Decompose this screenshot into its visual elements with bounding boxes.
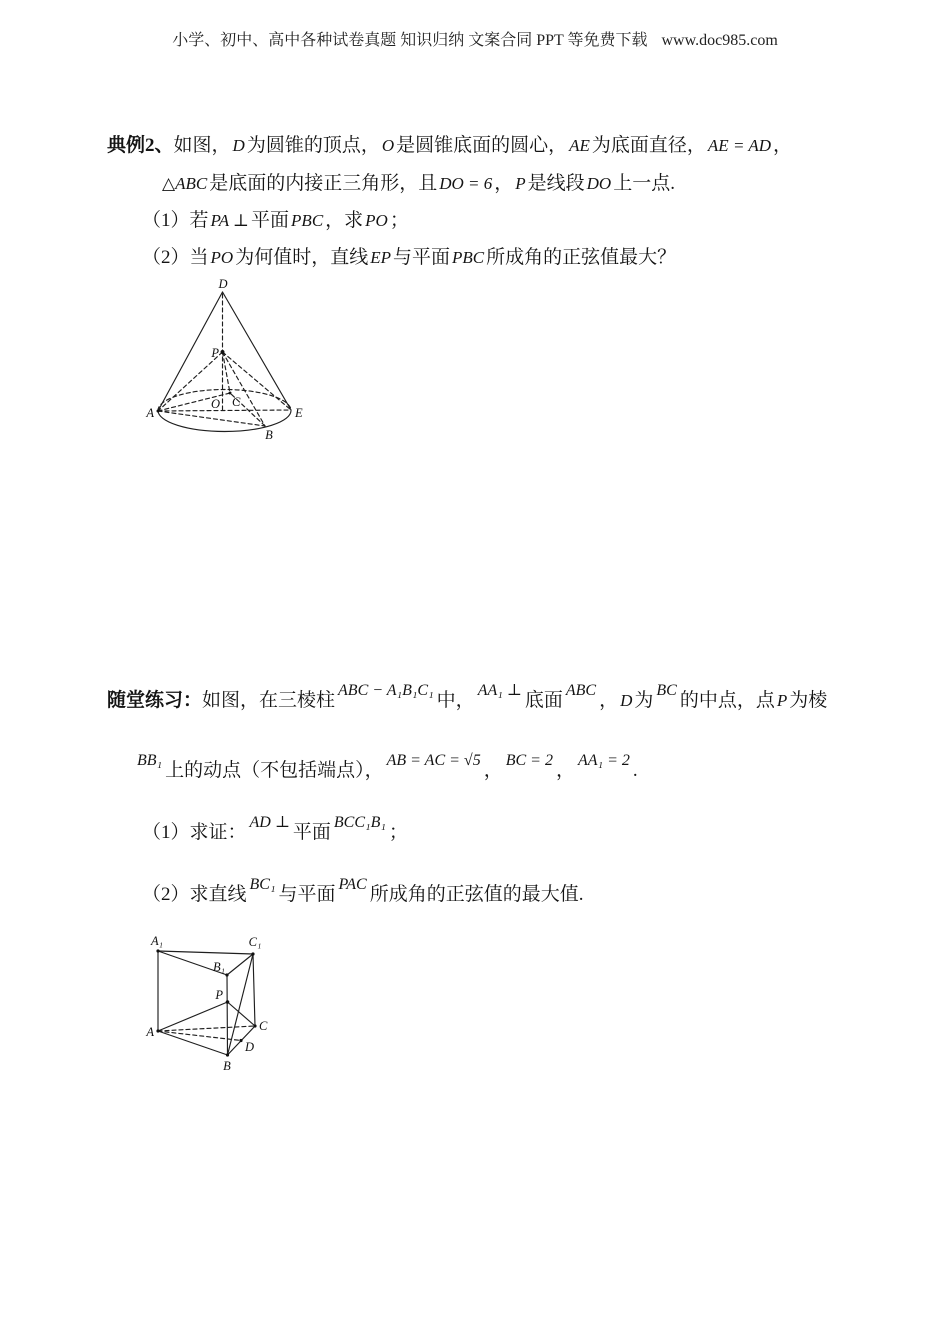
example2-question1 (142, 208, 409, 234)
text-run: 是线段 (527, 173, 585, 194)
text-run: . (632, 760, 638, 781)
text-run: ， (483, 760, 503, 781)
practice-line2 (134, 752, 638, 785)
example2-line1 (107, 133, 792, 159)
text-run: 如图， (173, 135, 231, 156)
text-run: 平面 (292, 822, 331, 843)
practice-badge: 随堂练习： (107, 690, 203, 711)
site-header-url[interactable]: www.doc985.com (661, 32, 778, 49)
site-header-text: 小学、初中、高中各种试卷真题 知识归纳 文案合同 PPT 等免费下载 (172, 32, 648, 49)
math-run: DO = 6 (439, 174, 493, 193)
math-run: PA ⊥ (210, 211, 250, 230)
text-run: 如图，在三棱柱 (202, 690, 336, 711)
prism-figure (128, 928, 313, 1088)
math-run: P (776, 691, 788, 710)
text-run: 底面 (524, 690, 563, 711)
text-run: 上的动点（不包括端点）， (165, 760, 384, 781)
label-A: A (146, 406, 154, 420)
text-run: 是圆锥底面的圆心， (396, 135, 568, 156)
math-run: AE (569, 136, 590, 155)
math-run: AB = AC = √5 (386, 752, 481, 769)
label-B: B (223, 1059, 231, 1073)
label-B: B (265, 428, 273, 442)
text-run: ， (494, 173, 514, 194)
label-A: A (146, 1025, 154, 1039)
label-A1: A₁ (151, 934, 163, 948)
text-run: ， (555, 760, 575, 781)
text-run: 为底面直径， (591, 135, 706, 156)
math-run: PO (365, 211, 388, 230)
math-run: O (381, 136, 395, 155)
label-P: P (211, 346, 219, 360)
math-run: △ABC (162, 174, 208, 193)
text-run: 为 (634, 690, 654, 711)
text-run: 与平面 (392, 247, 450, 268)
math-run: PAC (338, 876, 367, 893)
text-run: 与平面 (278, 884, 336, 905)
text-run: 为何值时，直线 (235, 247, 369, 268)
cone-points (157, 350, 232, 413)
math-run: PO (210, 248, 234, 267)
text-run: 为棱 (789, 690, 828, 711)
text-run: 是底面的内接正三角形，且 (209, 173, 438, 194)
example2-question2 (142, 245, 676, 271)
math-run: ABC (565, 682, 597, 699)
site-header (0, 27, 950, 50)
math-run: AD ⊥ (249, 814, 290, 831)
text-run: 所成角的正弦值的最大值. (369, 884, 584, 905)
math-run: BC₁ (249, 876, 276, 893)
text-run: 为圆锥的顶点， (246, 135, 380, 156)
text-run: （2）当 (142, 247, 209, 268)
math-run: DO (586, 174, 612, 193)
label-C: C (259, 1019, 268, 1033)
practice-question1 (142, 814, 408, 847)
text-run: 上一点. (613, 173, 675, 194)
math-run: PBC (291, 211, 324, 230)
label-C: C (232, 395, 241, 409)
text-run: （1）若 (142, 210, 209, 231)
text-run: ； (389, 210, 409, 231)
text-run: 平面 (251, 210, 290, 231)
cone-edges (158, 292, 291, 432)
text-run: 中， (436, 690, 475, 711)
math-run: P (515, 174, 526, 193)
math-run: ABC − A₁B₁C₁ (338, 682, 434, 699)
practice-line1 (107, 682, 828, 715)
math-run: BB₁ (137, 752, 163, 769)
label-E: E (295, 406, 303, 420)
text-run: ，求 (325, 210, 364, 231)
math-run: AE = AD (707, 136, 772, 155)
text-run: ， (599, 690, 619, 711)
math-run: D (620, 691, 633, 710)
math-run: BC (656, 682, 677, 699)
cone-figure (131, 270, 316, 450)
text-run: （2）求直线 (142, 884, 247, 905)
example2-badge: 典例2、 (107, 135, 174, 156)
label-D: D (218, 277, 228, 291)
prism-labels (145, 934, 268, 1073)
practice-question2 (142, 876, 584, 909)
math-run: EP (370, 248, 391, 267)
prism-points (156, 949, 256, 1056)
text-run: 的中点，点 (679, 690, 775, 711)
math-run: BC = 2 (505, 752, 553, 769)
math-run: AA₁ = 2 (577, 752, 630, 769)
text-run: （1）求证： (142, 822, 247, 843)
text-run: ； (388, 822, 408, 843)
label-C1: C₁ (248, 935, 262, 949)
math-run: PBC (452, 248, 485, 267)
example2-line2 (160, 171, 675, 197)
text-run: 所成角的正弦值最大？ (486, 247, 677, 268)
label-P: P (215, 988, 223, 1002)
math-run: D (232, 136, 245, 155)
math-run: BCC₁B₁ (333, 814, 386, 831)
label-D: D (245, 1040, 255, 1054)
math-run: AA₁ ⊥ (477, 682, 522, 699)
label-B1: B₁ (213, 960, 225, 974)
label-O: O (210, 397, 220, 411)
text-run: ， (773, 135, 793, 156)
